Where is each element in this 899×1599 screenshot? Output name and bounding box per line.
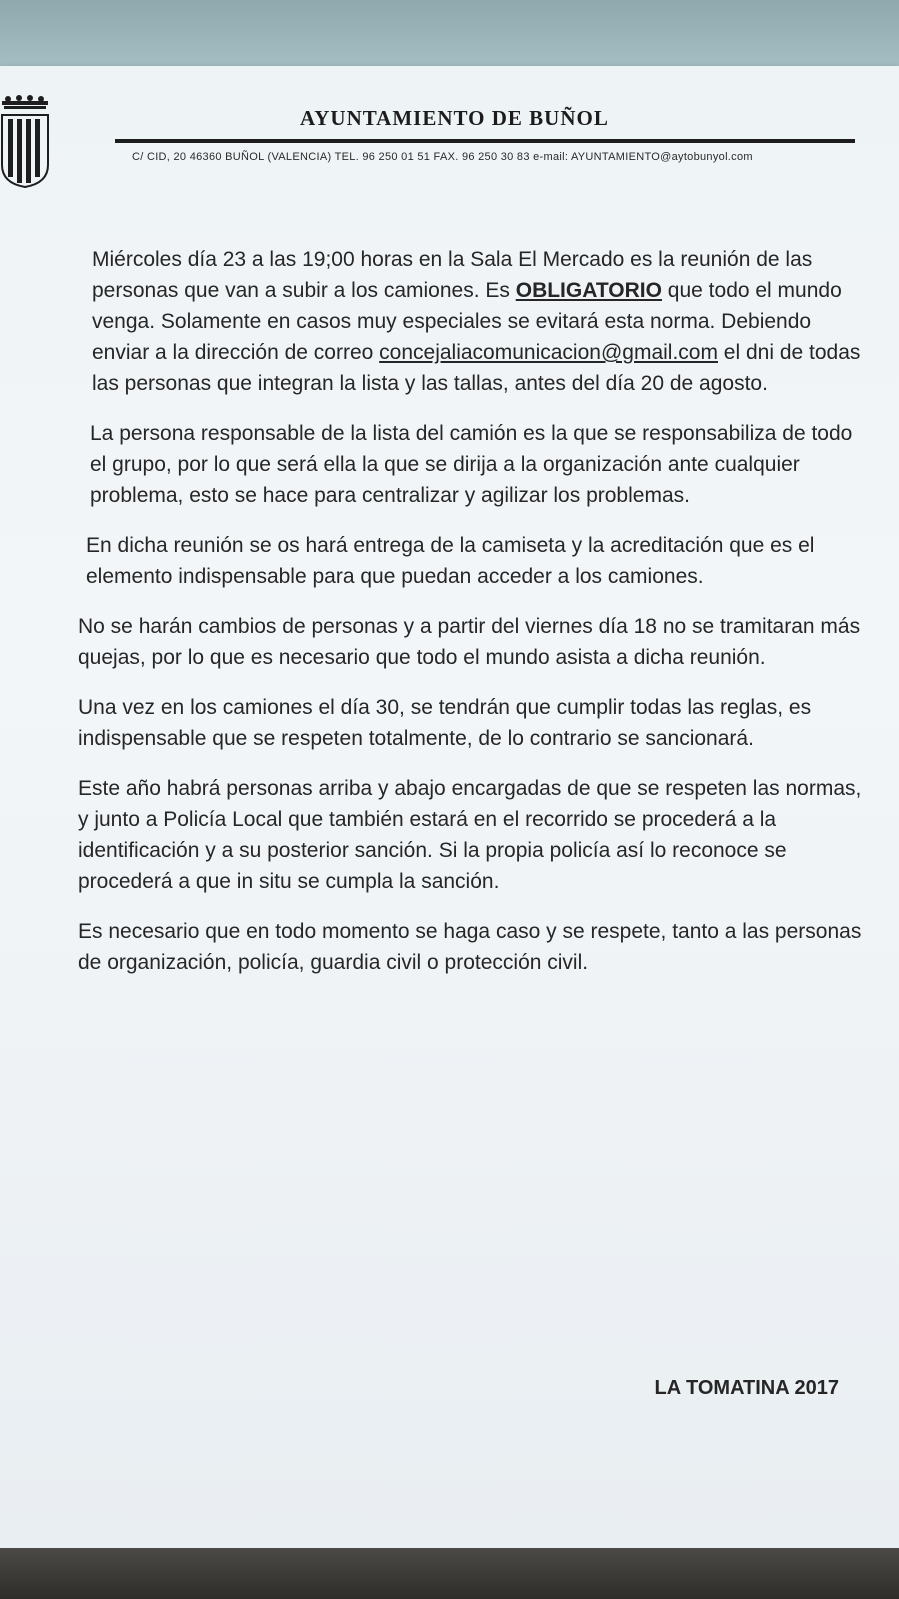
document-body [78, 244, 868, 997]
paragraph-responsible: La persona responsable de la lista del camión es la que se responsabiliza de todo el grupo, por lo que será ella la que se dirija a la organización ante cualquier problema, esto se hace para centralizar y agilizar los problemas. [90, 422, 853, 507]
paragraph-meeting-text-1: Miércoles día 23 a las 19;00 horas en la Sala El Mercado es la reunión de las personas que van a subir a los camiones. Es [92, 248, 813, 302]
paragraph-changes: No se harán cambios de personas y a partir del viernes día 18 no se tramitaran más quejas, por lo que es necesario que todo el mundo asista a dicha reunión. [78, 615, 861, 669]
letterhead-title: AYUNTAMIENTO DE BUÑOL [300, 106, 609, 130]
paragraph-meeting-text-3: el dni de todas las personas que integran la lista y las tallas, antes del día 20 de agosto. [92, 341, 861, 395]
paragraph-meeting [78, 244, 868, 399]
paragraph-credentials: En dicha reunión se os hará entrega de la camiseta y la acreditación que es el elemento indispensable para que puedan acceder a los camiones. [86, 534, 815, 588]
letterhead-address: C/ CID, 20 46360 BUÑOL (VALENCIA) TEL. 96 250 01 51 FAX. 96 250 30 83 e-mail: AYUNTAMIENTO@aytobunyol.com [132, 151, 753, 163]
paragraph-rules: Una vez en los camiones el día 30, se tendrán que cumplir todas las reglas, es indispensable que se respeten totalmente, de lo contrario se sancionará. [78, 696, 812, 750]
email-link[interactable]: concejaliacomunicacion@gmail.com [379, 341, 718, 364]
closing-signature: LA TOMATINA 2017 [654, 1377, 839, 1399]
paragraph-respect: Es necesario que en todo momento se haga caso y se respete, tanto a las personas de organización, policía, guardia civil o protección civil. [78, 920, 862, 974]
paragraph-meeting-text-2: que todo el mundo venga. Solamente en casos muy especiales se evitará esta norma. Debiendo enviar a la dirección de correo [92, 279, 842, 364]
coat-of-arms-icon [0, 95, 52, 190]
letterhead-divider [115, 139, 855, 143]
paragraph-sanctions: Este año habrá personas arriba y abajo encargadas de que se respeten las normas, y junto a Policía Local que también estará en el recorrido se procederá a la identificación y a su posterior sanción. Si la propia policía así lo reconoce se procederá a que in situ se cumpla la sanción. [78, 777, 862, 893]
background-bottom [0, 1548, 899, 1599]
obligatorio-emphasis: OBLIGATORIO [515, 279, 662, 302]
